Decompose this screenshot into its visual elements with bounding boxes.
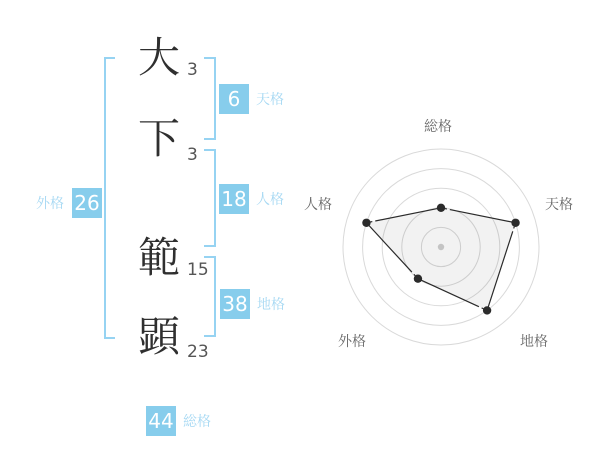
- name-char-1: 大: [137, 33, 180, 82]
- stroke-count-3: 15: [187, 260, 209, 280]
- chikaku-value: 38: [220, 289, 250, 319]
- soukaku-badge: [146, 406, 211, 436]
- chikaku-badge: [220, 289, 285, 319]
- radar-axis-jinkaku: 人格: [304, 197, 332, 213]
- tenkaku-label: 天格: [256, 92, 284, 108]
- gaikaku-badge: [36, 188, 102, 218]
- chikaku-label: 地格: [257, 297, 285, 313]
- jinkaku-badge: [219, 184, 284, 214]
- radar-axis-chikaku: 地格: [520, 334, 548, 350]
- radar-axis-soukaku: 総格: [424, 119, 452, 135]
- jinkaku-bracket: [204, 149, 216, 247]
- tenkaku-bracket: [204, 57, 216, 140]
- gaikaku-value: 26: [72, 188, 102, 218]
- name-char-4: 顕: [137, 312, 180, 361]
- jinkaku-label: 人格: [256, 192, 284, 208]
- soukaku-label: 総格: [183, 414, 211, 430]
- radar-axis-tenkaku: 天格: [545, 197, 573, 213]
- gaikaku-label: 外格: [36, 196, 64, 212]
- stroke-count-1: 3: [187, 60, 198, 80]
- soukaku-value: 44: [146, 406, 176, 436]
- jinkaku-value: 18: [219, 184, 249, 214]
- chikaku-bracket: [204, 256, 216, 337]
- radar-chart: [331, 137, 551, 357]
- name-char-3: 範: [137, 233, 180, 282]
- name-char-2: 下: [137, 114, 180, 163]
- tenkaku-badge: [219, 84, 284, 114]
- stroke-count-2: 3: [187, 145, 198, 165]
- tenkaku-value: 6: [219, 84, 249, 114]
- stroke-count-4: 23: [187, 342, 209, 362]
- radar-axis-gaikaku: 外格: [338, 334, 366, 350]
- gaikaku-bracket: [104, 57, 115, 339]
